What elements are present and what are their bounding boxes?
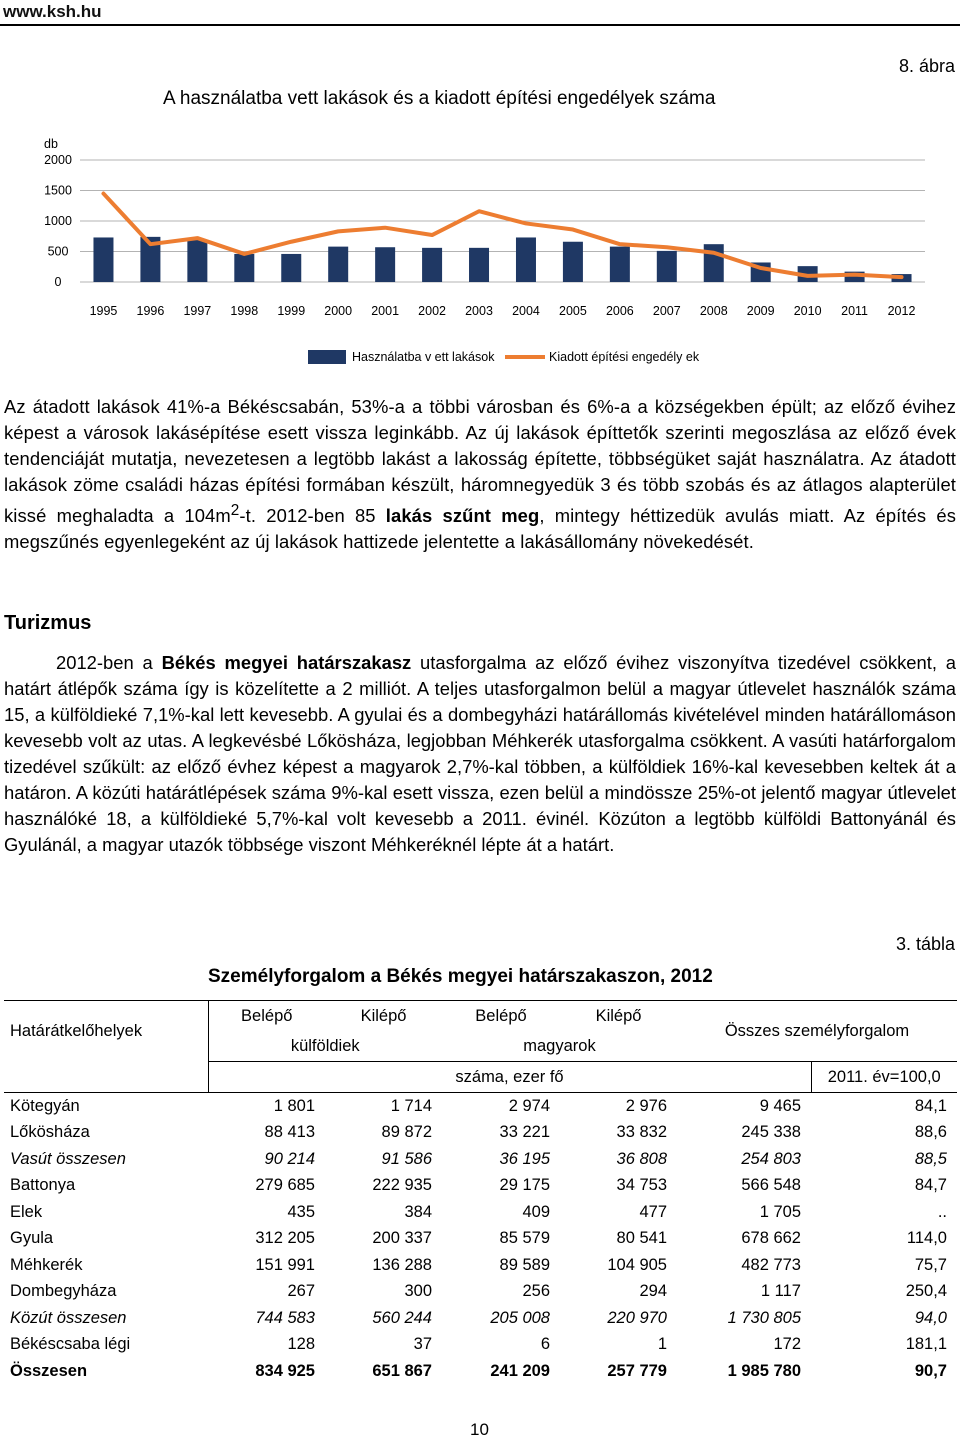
table-header [4,1001,957,1093]
out-foreign-value: 651 867 [372,1361,432,1380]
index-value: 84,7 [914,1176,947,1195]
bar [422,248,442,282]
crossing-name: Dombegyháza [10,1282,117,1301]
crossing-name: Békéscsaba légi [10,1335,131,1354]
in-hungarian-value: 409 [522,1202,550,1221]
out-foreign-value: 89 872 [381,1123,432,1142]
chart-x-ticks [90,304,916,318]
section-heading: Turizmus [4,612,92,634]
header-unit: száma, ezer fő [208,1062,811,1093]
x-tick-label: 1998 [230,304,259,318]
index-value: 84,1 [914,1096,947,1115]
chart-y-ticks [44,137,72,289]
in-hungarian-value: 241 209 [490,1361,550,1380]
header-divider [0,24,960,26]
index-value: 181,1 [905,1335,947,1354]
header-foreigners: külföldiek [208,1031,442,1062]
x-tick-label: 1996 [136,304,165,318]
out-foreign-value: 560 244 [372,1308,432,1327]
table-title: Személyforgalom a Békés megyei határszakaszon, 2012 [208,966,713,987]
bar [563,242,583,282]
x-tick-label: 2011 [841,304,869,318]
out-hungarian-value: 477 [639,1202,667,1221]
x-tick-label: 1995 [89,304,118,318]
header-hungarians: magyarok [523,1036,596,1055]
out-hungarian-value: 2 976 [625,1096,667,1115]
in-hungarian-value: 29 175 [499,1176,550,1195]
header-out-hungarian: Kilépő [560,1001,677,1032]
table-row [4,1120,957,1147]
in-hungarian-value: 256 [522,1282,550,1301]
legend-label-bars: Használatba v ett lakások [352,350,495,364]
site-url[interactable]: www.ksh.hu [3,2,102,21]
line-series-permits [103,194,901,278]
in-foreign-value: 312 205 [255,1229,315,1248]
x-tick-label: 2005 [559,304,587,318]
housing-text-3: , mintegy héttizedük avulás miatt. Az építés és megszűnés egyenlegeként az új lakások hattizede jelentette a lakásállomány növekedését. [4,505,957,553]
in-hungarian-value: 85 579 [499,1229,550,1248]
housing-text-2: -t. 2012-ben 85 [239,505,386,527]
table-row [4,1146,957,1173]
table-row [4,1199,957,1226]
x-tick-label: 2004 [512,304,540,318]
table-row [4,1332,957,1359]
legend-swatch-bars [308,350,346,364]
x-tick-label: 2001 [371,304,400,318]
total-value: 1 985 780 [727,1361,801,1380]
out-foreign-value: 136 288 [372,1255,432,1274]
index-value: 250,4 [905,1282,947,1301]
bar [93,237,113,282]
in-hungarian-value: 205 008 [490,1308,550,1327]
y-axis-unit-label: db [44,137,58,151]
table-row [4,1279,957,1306]
bar [234,254,254,282]
index-value: 94,0 [914,1308,947,1327]
out-hungarian-value: 80 541 [616,1229,667,1248]
total-value: 1 705 [759,1202,801,1221]
y-tick-label: 500 [47,244,69,259]
in-foreign-value: 151 991 [255,1255,315,1274]
bar [281,254,301,282]
crossing-name: Kötegyán [10,1096,80,1115]
out-hungarian-value: 36 808 [616,1149,667,1168]
x-tick-label: 2003 [465,304,493,318]
y-tick-label: 1500 [44,183,72,198]
tourism-paragraph [4,650,956,858]
in-foreign-value: 279 685 [255,1176,315,1195]
out-foreign-value: 37 [413,1335,432,1354]
total-value: 254 803 [741,1149,801,1168]
y-tick-label: 2000 [44,153,72,167]
out-hungarian-value: 33 832 [616,1123,667,1142]
x-tick-label: 2012 [887,304,916,318]
in-hungarian-value: 89 589 [499,1255,550,1274]
page-number: 10 [470,1420,489,1439]
header-in-foreign: Belépő [208,1001,325,1032]
crossing-name: Lőkösháza [10,1123,90,1142]
crossing-name: Méhkerék [10,1255,83,1274]
out-foreign-value: 200 337 [372,1229,432,1248]
figure-number: 8. ábra [898,56,955,76]
header-crossing: Határátkelőhelyek [4,1001,208,1062]
bar [704,244,724,282]
x-tick-label: 1999 [277,304,306,318]
header-total: Összes személyforgalom [677,1001,957,1062]
header-in-hungarian: Belépő [442,1001,560,1032]
table-body [4,1093,957,1385]
index-value: .. [937,1202,947,1221]
in-foreign-value: 267 [287,1282,315,1301]
chart-title: A használatba vett lakások és a kiadott építési engedélyek száma [163,88,716,109]
bar [516,237,536,282]
table-number: 3. tábla [895,934,955,954]
index-value: 114,0 [906,1229,947,1248]
x-tick-label: 1997 [183,304,212,318]
tourism-text-2: utasforgalma az előző évihez viszonyítva tizedével csökkent, a határt átlépők száma így is közelítette a 2 milliót. A teljes utasforgalmon belül a magyar útlevelet használók száma 15, a külföldieké 7,1%-kal lett kevesebb. A gyulai és a dombegyházi határállomás kivételével minden határállomáson kevesebb volt az utas. A legkevésbé Lőkösháza, legjobban Méhkerék utasforgalma csökkent. A vasúti határforgalom tizedével szűkült: az előző évhez képest a magyarok 2,7%-kal többen, a külföldiek 16%-kal kevesebben keltek át a határon. A közúti határátlépések száma 9%-kal esett vissza, ezen belül a mindössze 25%-ot jelentő magyar útlevelet használóké 18, a külföldieké 5,7%-kal volt kevesebb a 2011. évinél. Közúton a legtöbb külföldi Battonyánál és Gyulánál, a magyar utazók többsége viszont Méhkeréknél lépte át a határt. [4,652,957,855]
table-row [4,1093,957,1120]
bar [328,247,348,282]
out-hungarian-value: 220 970 [607,1308,667,1327]
table-row [4,1358,957,1385]
index-value: 75,7 [914,1255,947,1274]
tourism-bold-text: Békés megyei határszakasz [161,652,412,673]
out-foreign-value: 91 586 [381,1149,432,1168]
total-value: 482 773 [741,1255,801,1274]
in-hungarian-value: 36 195 [499,1149,550,1168]
y-tick-label: 0 [54,275,62,289]
x-tick-label: 2010 [793,304,822,318]
y-tick-label: 1000 [44,214,72,228]
in-foreign-value: 88 413 [264,1123,315,1142]
housing-bold-text: lakás szűnt meg [385,505,540,527]
in-hungarian-value: 33 221 [499,1123,550,1142]
header-index: 2011. év=100,0 [811,1062,957,1093]
out-foreign-value: 1 714 [390,1096,432,1115]
header-out-foreign: Kilépő [325,1001,442,1032]
index-value: 88,5 [914,1149,947,1168]
x-tick-label: 2002 [418,304,446,318]
out-foreign-value: 300 [404,1282,432,1301]
in-foreign-value: 1 801 [273,1096,315,1115]
table-row [4,1252,957,1279]
in-foreign-value: 834 925 [255,1361,315,1380]
legend-label-line: Kiadott építési engedély ek [549,350,700,364]
out-hungarian-value: 34 753 [616,1176,667,1195]
total-value: 1 730 805 [727,1308,801,1327]
crossing-name: Közút összesen [10,1308,127,1327]
border-traffic-table [4,1000,957,1385]
x-tick-label: 2007 [652,304,681,318]
crossing-name: Összesen [10,1361,88,1380]
housing-text-1: Az átadott lakások 41%-a Békéscsabán, 53%-a a többi városban és 6%-a a községekben épült; az előző évihez képest a városok lakásépítése esett vissza leginkább. Az új lakások építtetők szerinti megoszlása az előző évek tendenciáját mutatja, nevezetesen a legtöbb lakást a lakosság építette, többségüket saját használatra. Az átadott lakások zöme családi házas építési formában készült, háromnegyedük 3 és több szobás és az átlagos alapterület kissé meghaladta a 104m [4,396,956,527]
index-value: 88,6 [914,1123,947,1142]
bar [657,251,677,282]
total-value: 172 [773,1335,801,1354]
out-foreign-value: 384 [404,1202,432,1221]
out-hungarian-value: 1 [657,1335,667,1354]
total-value: 566 548 [741,1176,801,1195]
x-tick-label: 2006 [605,304,634,318]
housing-paragraph [4,394,956,555]
crossing-name: Battonya [10,1176,76,1195]
bar [469,248,489,282]
in-hungarian-value: 2 974 [508,1096,550,1115]
crossing-name: Elek [10,1202,43,1221]
in-foreign-value: 744 583 [255,1308,315,1327]
x-tick-label: 2000 [324,304,353,318]
total-value: 1 117 [760,1282,801,1301]
table-row [4,1305,957,1332]
housing-chart [0,128,960,378]
bar [375,247,395,282]
out-hungarian-value: 257 779 [607,1361,667,1380]
table-row [4,1226,957,1253]
total-value: 678 662 [741,1229,801,1248]
in-foreign-value: 435 [287,1202,315,1221]
in-foreign-value: 128 [287,1335,315,1354]
crossing-name: Vasút összesen [10,1149,126,1168]
in-hungarian-value: 6 [540,1335,550,1354]
in-foreign-value: 90 214 [264,1149,315,1168]
housing-superscript: 2 [230,502,240,519]
chart-line-series [103,194,901,278]
out-hungarian-value: 104 905 [607,1255,667,1274]
x-tick-label: 2008 [699,304,728,318]
index-value: 90,7 [914,1361,947,1380]
total-value: 245 338 [741,1123,801,1142]
chart-legend [308,350,700,364]
out-hungarian-value: 294 [639,1282,667,1301]
total-value: 9 465 [759,1096,801,1115]
crossing-name: Gyula [10,1229,54,1248]
bar [187,240,207,282]
tourism-text-1: 2012-ben a [56,652,162,673]
out-foreign-value: 222 935 [372,1176,432,1195]
table-row [4,1173,957,1200]
bar [610,247,630,282]
x-tick-label: 2009 [746,304,775,318]
